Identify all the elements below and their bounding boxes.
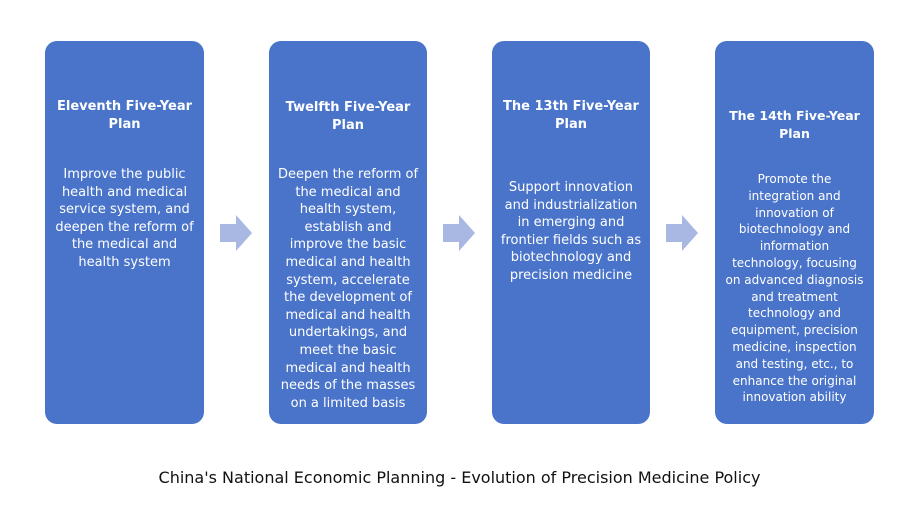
stage-card-twelfth-plan: [269, 41, 427, 424]
stage-description: Deepen the reform of the medical and health system, establish and improve the basic medical and health system, accelerate the development of medical and health undertakings, and meet the basic medical and health needs of the masses on a limited basis: [277, 167, 419, 411]
stage-title: The 14th Five-Year Plan: [729, 108, 860, 141]
right-arrow-icon: [220, 215, 252, 251]
diagram-caption: China's National Economic Planning - Evolution of Precision Medicine Policy: [158, 468, 761, 487]
stage-title: The 13th Five-Year Plan: [503, 99, 639, 132]
stage-card-13th-plan: [492, 41, 650, 424]
stage-description: Support innovation and industrialization in emerging and frontier fields such as biotechnology and precision medicine: [500, 180, 642, 283]
stage-title: Eleventh Five-Year Plan: [56, 99, 193, 132]
stage-card-eleventh-plan: [45, 41, 204, 424]
right-arrow-icon: [666, 215, 698, 251]
stage-description: Improve the public health and medical service system, and deepen the reform of the medical and health system: [55, 167, 194, 270]
stage-description: Promote the integration and innovation of biotechnology and information technology, focusing on advanced diagnosis and treatment technology and equipment, precision medicine, inspection and testing, etc., to enhance the original innovation ability: [725, 172, 864, 405]
right-arrow-icon: [443, 215, 475, 251]
stage-title: Twelfth Five-Year Plan: [285, 100, 411, 133]
stage-card-14th-plan: [715, 41, 874, 424]
